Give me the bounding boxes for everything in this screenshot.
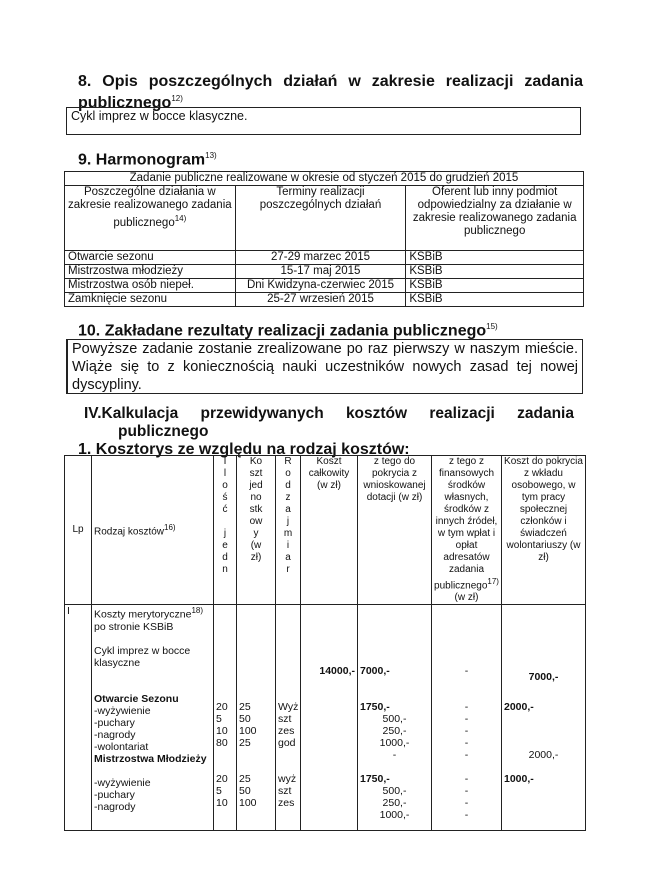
header-letter: I [223,456,227,467]
schedule-action: Mistrzostwa osób niepeł. [65,279,236,293]
header-letter: i [286,540,290,551]
header-letter: d [285,480,291,491]
cost-item-measure: god [278,737,296,750]
schedule-date: Dni Kwidzyna-czerwiec 2015 [235,279,406,293]
cost-item-personal [504,797,583,809]
cost-item-quantity: 5 [216,785,222,798]
cost-item-unit-cost: 100 [239,797,257,810]
cost-item-quantity: 5 [216,713,222,726]
group-personal: 1000,- [504,773,534,786]
cost-item-quantity: 20 [216,773,228,786]
schedule-row [65,251,584,265]
cykl-grant: 7000,- [360,665,390,678]
cost-item-measure: szt [278,785,292,798]
cost-item-quantity: 80 [216,737,228,750]
header-letter: o [222,480,228,491]
section-9-title: 9. Harmonogram$^{13)}$ [78,151,217,169]
header-grant-share: z tego do pokrycia z wnioskowanej dotacji (w zł) [358,456,432,605]
header-letter: o [285,468,291,479]
header-letter: m [283,528,293,539]
header-letter: szt [249,468,263,479]
category-label: Koszty merytoryczne$^{18)}$ [94,606,204,621]
cost-item-own-funds: - [464,809,469,822]
schedule-header-responsible: Oferent lub inny podmiot odpowiedzialny za działanie w zakresie realizowanego zadania publicznego [406,186,584,251]
section-iv-title: IV.Kalkulacja przewidywanych kosztów realizacji zadania publicznego [84,405,574,440]
section-8-content-box [66,107,581,135]
section-10-title: 10. Zakładane rezultaty realizacji zadania publicznego$^{15)}$ [78,322,498,340]
header-measure-type [276,456,301,605]
measure-column [276,605,301,831]
header-letter: r [286,564,290,575]
cost-item-personal [504,737,583,749]
cost-item-grant: 250,- [382,797,407,810]
cost-item-grant: 500,- [382,785,407,798]
cost-item-personal [504,809,583,821]
header-letter: e [222,540,228,551]
header-lp: Lp [65,456,92,605]
cost-item-personal [504,785,583,797]
cost-item-own-funds: - [464,797,469,810]
schedule-date: 25-27 wrzesień 2015 [235,293,406,307]
schedule-responsible: KSBiB [406,293,584,307]
header-letter: Ko [249,456,263,467]
cost-item-own-funds: - [464,737,469,750]
header-letter: n [222,564,228,575]
cost-item-own-funds: - [464,725,469,738]
cost-item-unit-cost: 25 [239,737,251,750]
category-side: po stronie KSBiB [94,620,174,633]
personal-column [502,605,586,831]
schedule-action: Zamknięcie sezonu [65,293,236,307]
header-quantity [214,456,237,605]
header-letter: ś [222,492,228,503]
header-cost-type: Rodzaj kosztów$^{16)}$ [92,456,214,605]
cykl-personal: 7000,- [528,671,559,684]
grant-column [358,605,432,831]
header-unit-cost [237,456,276,605]
header-letter: z [285,492,291,503]
cost-item-grant: 1000,- [379,809,410,822]
cost-item-grant: 1000,- [379,737,410,750]
schedule-header-actions: Poszczególne działania w zakresie realizowanego zadania publicznego$^{14)}$ [65,186,236,251]
schedule-period: Zadanie publiczne realizowane w okresie od styczeń 2015 do grudzień 2015 [65,172,584,186]
cost-item-measure: zes [278,725,295,738]
schedule-responsible: KSBiB [406,279,584,293]
cost-item-own-funds: - [464,713,469,726]
section-8-title: 8. Opis poszczególnych działań w zakresie realizacji zadania publicznego$^{12)}$ [78,73,583,112]
group-grant: 1750,- [360,701,390,714]
cost-item-own-funds: - [464,785,469,798]
total-column [301,605,358,831]
cost-item-quantity: 10 [216,797,228,810]
cost-estimate-title: 1. Kosztorys ze względu na rodzaj kosztów: [78,441,410,458]
header-letter: d [222,552,228,563]
header-personal-contribution: Koszt do pokrycia z wkładu osobowego, w tym pracy społecznej członków i świadczeń wolontariuszy (w zł) [502,456,586,605]
group-title: Mistrzostwa Młodzieży [94,752,207,765]
cost-item-personal [504,713,583,725]
header-letter [224,516,227,528]
header-letter: j [286,516,290,527]
header-letter: ow [249,516,263,527]
header-letter: y [253,528,259,539]
cost-item-grant: - [392,749,397,762]
schedule-header-dates: Terminy realizacji poszczególnych działań [235,186,406,251]
cost-item-own-funds: - [464,749,469,762]
group-grant: 1750,- [360,773,390,786]
header-letter: l [223,468,227,479]
schedule-action: Mistrzostwa młodzieży [65,265,236,279]
header-letter: (w [250,540,262,551]
cost-item-personal [504,725,583,737]
schedule-date: 27-29 marzec 2015 [235,251,406,265]
cost-item-grant: 500,- [382,713,407,726]
header-letter: a [285,552,291,563]
cost-item-name: -wyżywienie [94,776,151,789]
schedule-table [64,171,584,307]
header-own-funds: z tego z finansowych środków własnych, środków z innych źródeł, w tym wpłat i opłat adresatów zadania publicznego$^{17)}$ (w zł) [432,456,502,605]
cost-item-name: -puchary [94,788,135,801]
schedule-row [65,279,584,293]
cost-item-unit-cost: 50 [239,713,251,726]
group-own-funds: - [464,773,469,786]
cost-item-unit-cost: 100 [239,725,257,738]
group-title: Otwarcie Sezonu [94,692,179,705]
header-letter: ć [222,504,228,515]
schedule-row [65,293,584,307]
cykl-label: Cykl imprez w bocce klasyczne [94,644,191,669]
cost-item-name: -wolontariat [94,740,149,753]
header-letter: zł) [250,552,262,563]
cost-item-name: -nagrody [94,728,136,741]
unit-cost-column [237,605,276,831]
header-letter: j [223,528,227,539]
cost-item-unit-cost: 50 [239,785,251,798]
header-total-cost: Koszt całkowity (w zł) [301,456,358,605]
schedule-responsible: KSBiB [406,265,584,279]
own-funds-column [432,605,502,831]
cost-item-measure: wyż [278,773,297,786]
cost-item-measure: szt [278,713,292,726]
header-letter: a [285,504,291,515]
schedule-row [65,265,584,279]
cost-item-name: -nagrody [94,800,136,813]
schedule-responsible: KSBiB [406,251,584,265]
lp-value: I [65,605,92,831]
cost-item-name: -puchary [94,716,135,729]
header-letter: R [284,456,292,467]
header-letter: no [250,492,262,503]
cost-item-personal: 2000,- [528,749,559,762]
section-8-content: Cykl imprez w bocce klasyczne. [71,109,248,123]
section-10-content-box [66,339,583,394]
cost-item-unit-cost: 25 [239,701,251,714]
section-10-content: Powyższe zadanie zostanie zrealizowane po raz pierwszy w naszym mieście. Wiąże się to z koniecznością nauki uczestników nowych zasad tej nowej dyscypliny. [72,341,578,393]
cost-item-measure: Wyż [278,701,299,714]
cost-table [64,455,586,831]
cost-item-unit-cost: 25 [239,773,251,786]
group-personal: 2000,- [504,701,534,714]
cost-item-quantity: 20 [216,701,228,714]
cost-item-quantity: 10 [216,725,228,738]
cykl-total: 14000,- [319,665,355,678]
schedule-action: Otwarcie sezonu [65,251,236,265]
cost-type-cell [92,605,214,831]
header-letter: jed [249,480,263,491]
cost-item-measure: zes [278,797,295,810]
schedule-date: 15-17 maj 2015 [235,265,406,279]
cost-item-name: -wyżywienie [94,704,151,717]
header-letter: stk [249,504,263,515]
group-own-funds: - [464,701,469,714]
cykl-own-funds: - [464,665,469,678]
quantity-column [214,605,237,831]
cost-item-grant: 250,- [382,725,407,738]
